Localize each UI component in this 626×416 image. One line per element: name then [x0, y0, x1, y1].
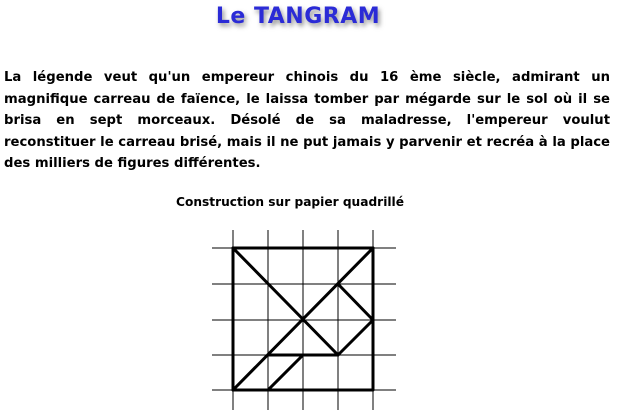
intro-paragraph: La légende veut qu'un empereur chinois du 16 ème siècle, admirant un magnifique carreau de faïence, le laissa tomber par mégarde sur le sol où il se brisa en sept morceaux. Désolé de sa maladresse, l'empereur voulut reconstituer le carreau brisé, mais il ne put jamais y parvenir et recréa à la place des milliers de figures différentes.: [4, 70, 610, 171]
tangram-grid-figure: [210, 228, 410, 414]
tangram-right-diagonal: [338, 320, 373, 355]
figure-caption: Construction sur papier quadrillé: [176, 195, 404, 209]
page-title: Le TANGRAM: [215, 4, 381, 29]
tangram-small-diagonal: [338, 284, 373, 320]
tangram-lower-diagonal: [268, 355, 303, 390]
